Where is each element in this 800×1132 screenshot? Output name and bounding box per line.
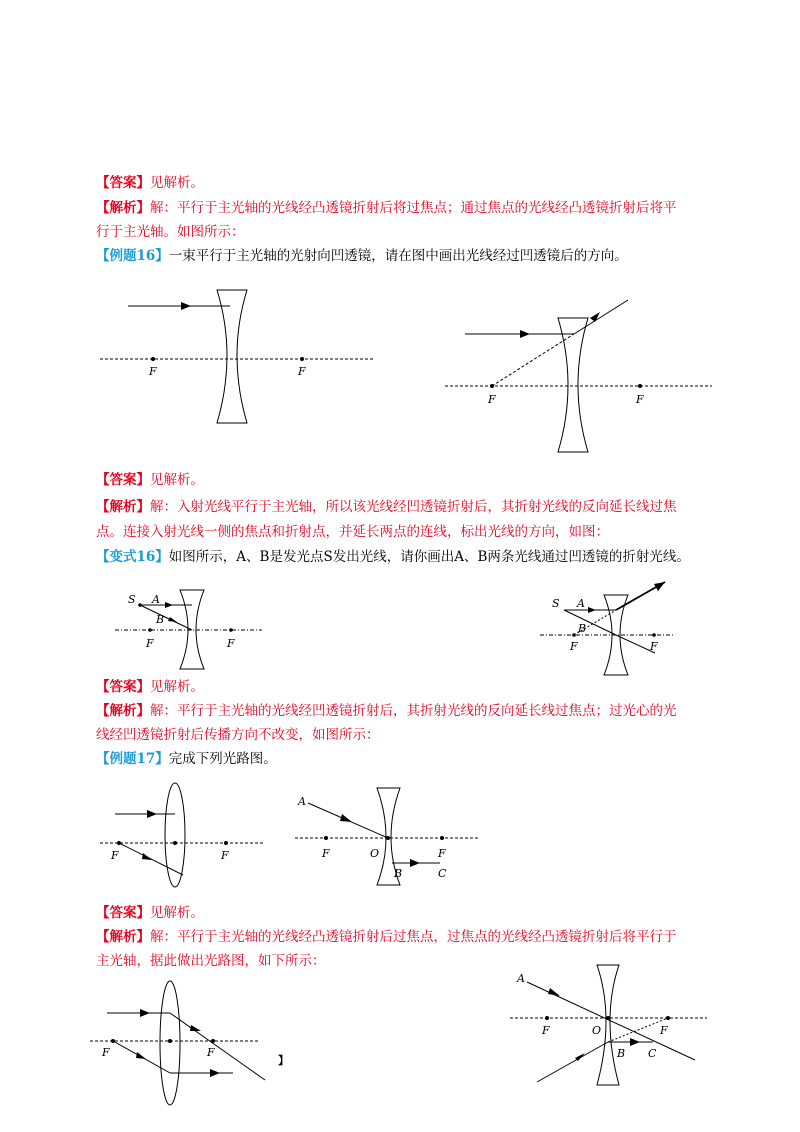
concave-lens-figure-17-question	[290, 785, 485, 890]
source-label: S	[128, 593, 136, 606]
analysis-line-3b: 线经凹透镜折射后传播方向不改变，如图所示：	[96, 727, 380, 743]
ray-b-label: B	[617, 1047, 626, 1060]
focus-label: F	[570, 640, 578, 653]
focus-label: F	[111, 849, 119, 862]
convex-lens-figure-answer	[85, 975, 290, 1115]
example-17-line: 【例题17】完成下列光路图。	[96, 751, 277, 767]
example-16-line: 【例题16】一束平行于主光轴的光射向凹透镜，请在图中画出光线经过凹透镜后的方向。	[96, 248, 628, 264]
focus-label: F	[650, 640, 658, 653]
focus-label: F	[298, 365, 306, 378]
focus-label: F	[322, 847, 330, 860]
analysis-line-1b: 行于主光轴。如图所示：	[96, 224, 245, 240]
source-label: S	[552, 597, 560, 610]
optical-center-label: O	[592, 1024, 602, 1037]
focus-label: F	[438, 847, 446, 860]
ray-a-label: A	[152, 593, 160, 606]
optical-center-label: O	[370, 847, 380, 860]
variant-16-line: 【变式16】如图所示，A、B是发光点S发出光线，请你画出A、B两条光线通过凹透镜的折射光线。	[96, 549, 690, 565]
focus-label: F	[227, 637, 235, 650]
ray-c-label: C	[438, 867, 447, 880]
ray-c-label: C	[648, 1047, 657, 1060]
ray-a-label: A	[298, 795, 306, 808]
answer-line-3: 【答案】见解析。	[96, 679, 204, 695]
focus-label: F	[102, 1046, 110, 1059]
focus-label: F	[636, 393, 644, 406]
answer-line-2: 【答案】见解析。	[96, 472, 204, 488]
analysis-line-4b: 主光轴，据此做出光路图，如下所示：	[96, 953, 326, 969]
answer-line-4: 【答案】见解析。	[96, 905, 204, 921]
focus-label: F	[660, 1024, 668, 1037]
focus-label: F	[146, 637, 154, 650]
answer-line-1: 【答案】见解析。	[96, 175, 204, 191]
variant-16-figure-answer	[540, 575, 680, 680]
analysis-line-2b: 点。连接入射光线一侧的焦点和折射点，并延长两点的连线，标出光线的方向，如图：	[96, 524, 609, 540]
ray-b-label: B	[156, 613, 165, 626]
ray-b-label: B	[578, 622, 587, 635]
analysis-line-1a: 【解析】解：平行于主光轴的光线经凸透镜折射后将过焦点；通过焦点的光线经凸透镜折射后将平	[96, 200, 677, 216]
concave-lens-figure-answer	[440, 280, 715, 460]
focus-label: F	[149, 365, 157, 378]
focus-label: F	[488, 393, 496, 406]
ray-a-label: A	[577, 597, 585, 610]
analysis-line-4a: 【解析】解：平行于主光轴的光线经凸透镜折射后过焦点，过焦点的光线经凸透镜折射后将平行于	[96, 929, 677, 945]
convex-lens-figure-question	[95, 780, 270, 890]
focus-label: F	[221, 849, 229, 862]
concave-lens-figure-question	[95, 285, 380, 430]
ray-a-label: A	[517, 972, 525, 985]
focus-label: F	[542, 1024, 550, 1037]
concave-lens-figure-17-answer	[505, 960, 715, 1090]
variant-16-figure-question	[110, 585, 270, 675]
focus-label: F	[207, 1046, 215, 1059]
analysis-line-3a: 【解析】解：平行于主光轴的光线经凹透镜折射后，其折射光线的反向延长线过焦点；过光心的光	[96, 703, 677, 719]
bracket-mark: 】	[278, 1054, 289, 1067]
ray-b-label: B	[394, 867, 403, 880]
analysis-line-2a: 【解析】解：入射光线平行于主光轴，所以该光线经凹透镜折射后，其折射光线的反向延长线过焦	[96, 499, 677, 515]
